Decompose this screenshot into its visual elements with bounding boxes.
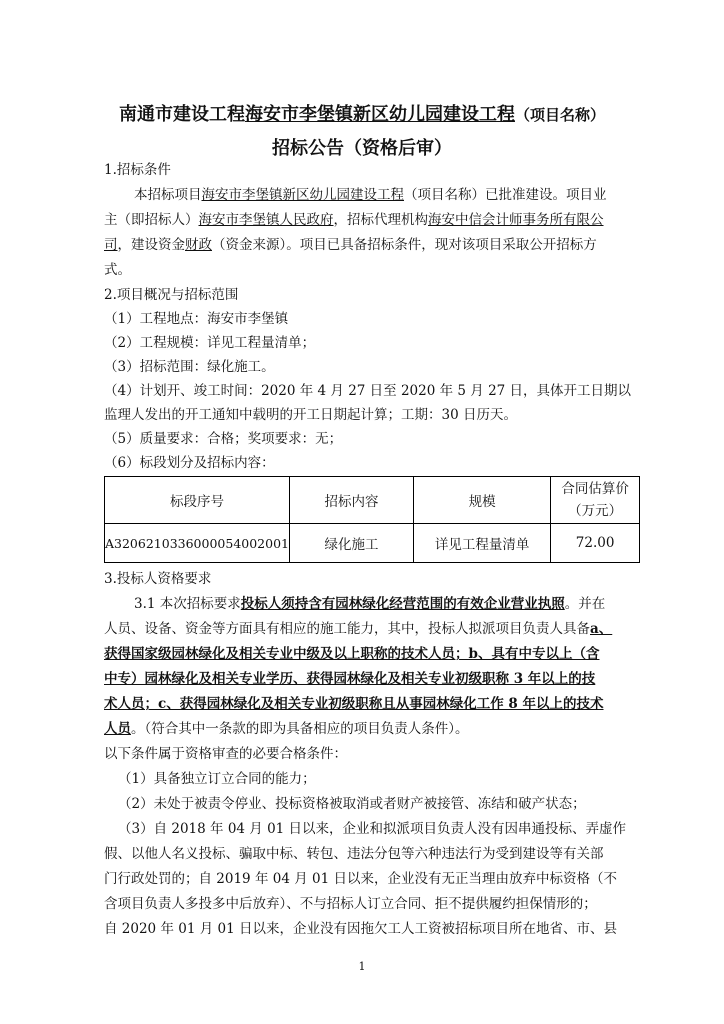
section-2-item: 监理人发出的开工通知中载明的开工日期起计算；工期：30 日历天。 [104,407,517,423]
title-suffix: （项目名称） [514,106,605,124]
title-project-name: 海安市李堡镇新区幼儿园建设工程 [244,104,515,125]
section-2-item: （2）工程规模：详见工程量清单； [104,335,316,351]
section-2-heading: 2.项目概况与招标范围 [104,287,239,303]
table-row [105,524,640,563]
title-prefix: 南通市建设工程 [118,104,245,125]
section-3-line [104,719,469,739]
section-3-line [134,594,605,614]
table-cell: 详见工程量清单 [413,524,550,563]
emphasis: 人员 [104,721,131,737]
section-2-item: （1）工程地点：海安市李堡镇 [104,311,289,327]
text: 人员、设备、资金等方面具有相应的施工能力，其中，投标人拟派项目负责人具备 [104,621,590,637]
text: （项目名称）已批准建设。项目业 [404,187,607,203]
section-3-line: 中专）园林绿化及相关专业学历、获得园林绿化及相关专业初级职称 3 年以上的技 [104,671,596,687]
table-header-row [105,477,640,524]
table-header: 标段序号 [105,477,290,524]
section-2-item: （4）计划开、竣工时间：2020 年 4 月 27 日至 2020 年 5 月 27 日，具体开工日期以 [104,383,632,399]
text: 3.1 本次招标要求 [134,596,241,612]
table-cell: 绿化施工 [290,524,414,563]
condition-item: （2）未处于被责令停业、投标资格被取消或者财产被接管、冻结和破产状态； [118,796,586,812]
emphasis: 投标人须持含有园林绿化经营范围的有效企业营业执照 [240,596,565,612]
document-title [0,100,724,126]
table-header-line: 合同估算价 [561,481,629,497]
table-header-line: （万元） [568,503,623,519]
condition-item: 含项目负责人多投多中后放弃）、不与招标人订立合同、拒不提供履约担保情形的； [104,896,597,912]
owner-name: 海安市李堡镇人民政府 [198,212,334,228]
page-number: 1 [358,960,366,973]
project-name: 海安市李堡镇新区幼儿园建设工程 [201,187,404,203]
text: 本招标项目 [134,187,202,203]
condition-item: 门行政处罚的；自 2019 年 04 月 01 日以来，企业没有无正当理由放弃中标资格（不 [104,871,617,887]
fund-source: 财政 [185,237,212,253]
table-header: 规模 [413,477,550,524]
text: 主（即招标人） [104,212,199,228]
section-2-item: （6）标段划分及招标内容： [104,455,275,471]
text: ，招标代理机构 [333,212,428,228]
table-header: 招标内容 [290,477,414,524]
table-header [551,477,640,524]
section-1-heading: 1.招标条件 [104,162,171,178]
condition-item: 自 2020 年 01 月 01 日以来，企业没有因拖欠工人工资被招标项目所在地省、市、县 [104,921,617,937]
section-3-line: 以下条件属于资格审查的必要合格条件： [104,746,347,762]
section-3-line: 获得国家级园林绿化及相关专业中级及以上职称的技术人员；b、具有中专以上（含 [104,646,600,662]
text: 。（符合其中一条款的即为具备相应的项目负责人条件）。 [131,721,469,737]
text: 。并在 [564,596,606,612]
section-3-heading: 3.投标人资格要求 [104,571,212,587]
section-1-para-line [104,235,597,255]
condition-item: （3）自 2018 年 04 月 01 日以来，企业和拟派项目负责人没有因串通投标、弄虚作 [118,821,627,837]
section-1-para-line [134,185,607,205]
section-2-item: （5）质量要求：合格；奖项要求：无； [104,431,343,447]
condition-item: （1）具备独立订立合同的能力； [118,771,316,787]
table-cell: 72.00 [551,524,640,563]
section-1-para-line: 式。 [104,262,131,278]
section-1-para-line [104,210,604,230]
agent-name: 海安中信会计师事务所有限公 [428,212,604,228]
section-3-line [104,619,612,639]
text: （资金来源）。项目已具备招标条件，现对该项目采取公开招标方 [212,237,597,253]
emphasis: a、 [590,621,613,637]
agent-name: 司 [104,237,118,253]
bid-section-table [104,476,640,563]
document-subtitle: 招标公告（资格后审） [272,138,452,159]
table-cell: A3206210336000054002001 [105,524,290,563]
condition-item: 假、以他人名义投标、骗取中标、转包、违法分包等六种违法行为受到建设等有关部 [104,846,604,862]
text: ，建设资金 [117,237,185,253]
section-2-item: （3）招标范围：绿化施工。 [104,359,275,375]
section-3-line: 术人员；c、获得园林绿化及相关专业初级职称且从事园林绿化工作 8 年以上的技术 [104,696,604,712]
